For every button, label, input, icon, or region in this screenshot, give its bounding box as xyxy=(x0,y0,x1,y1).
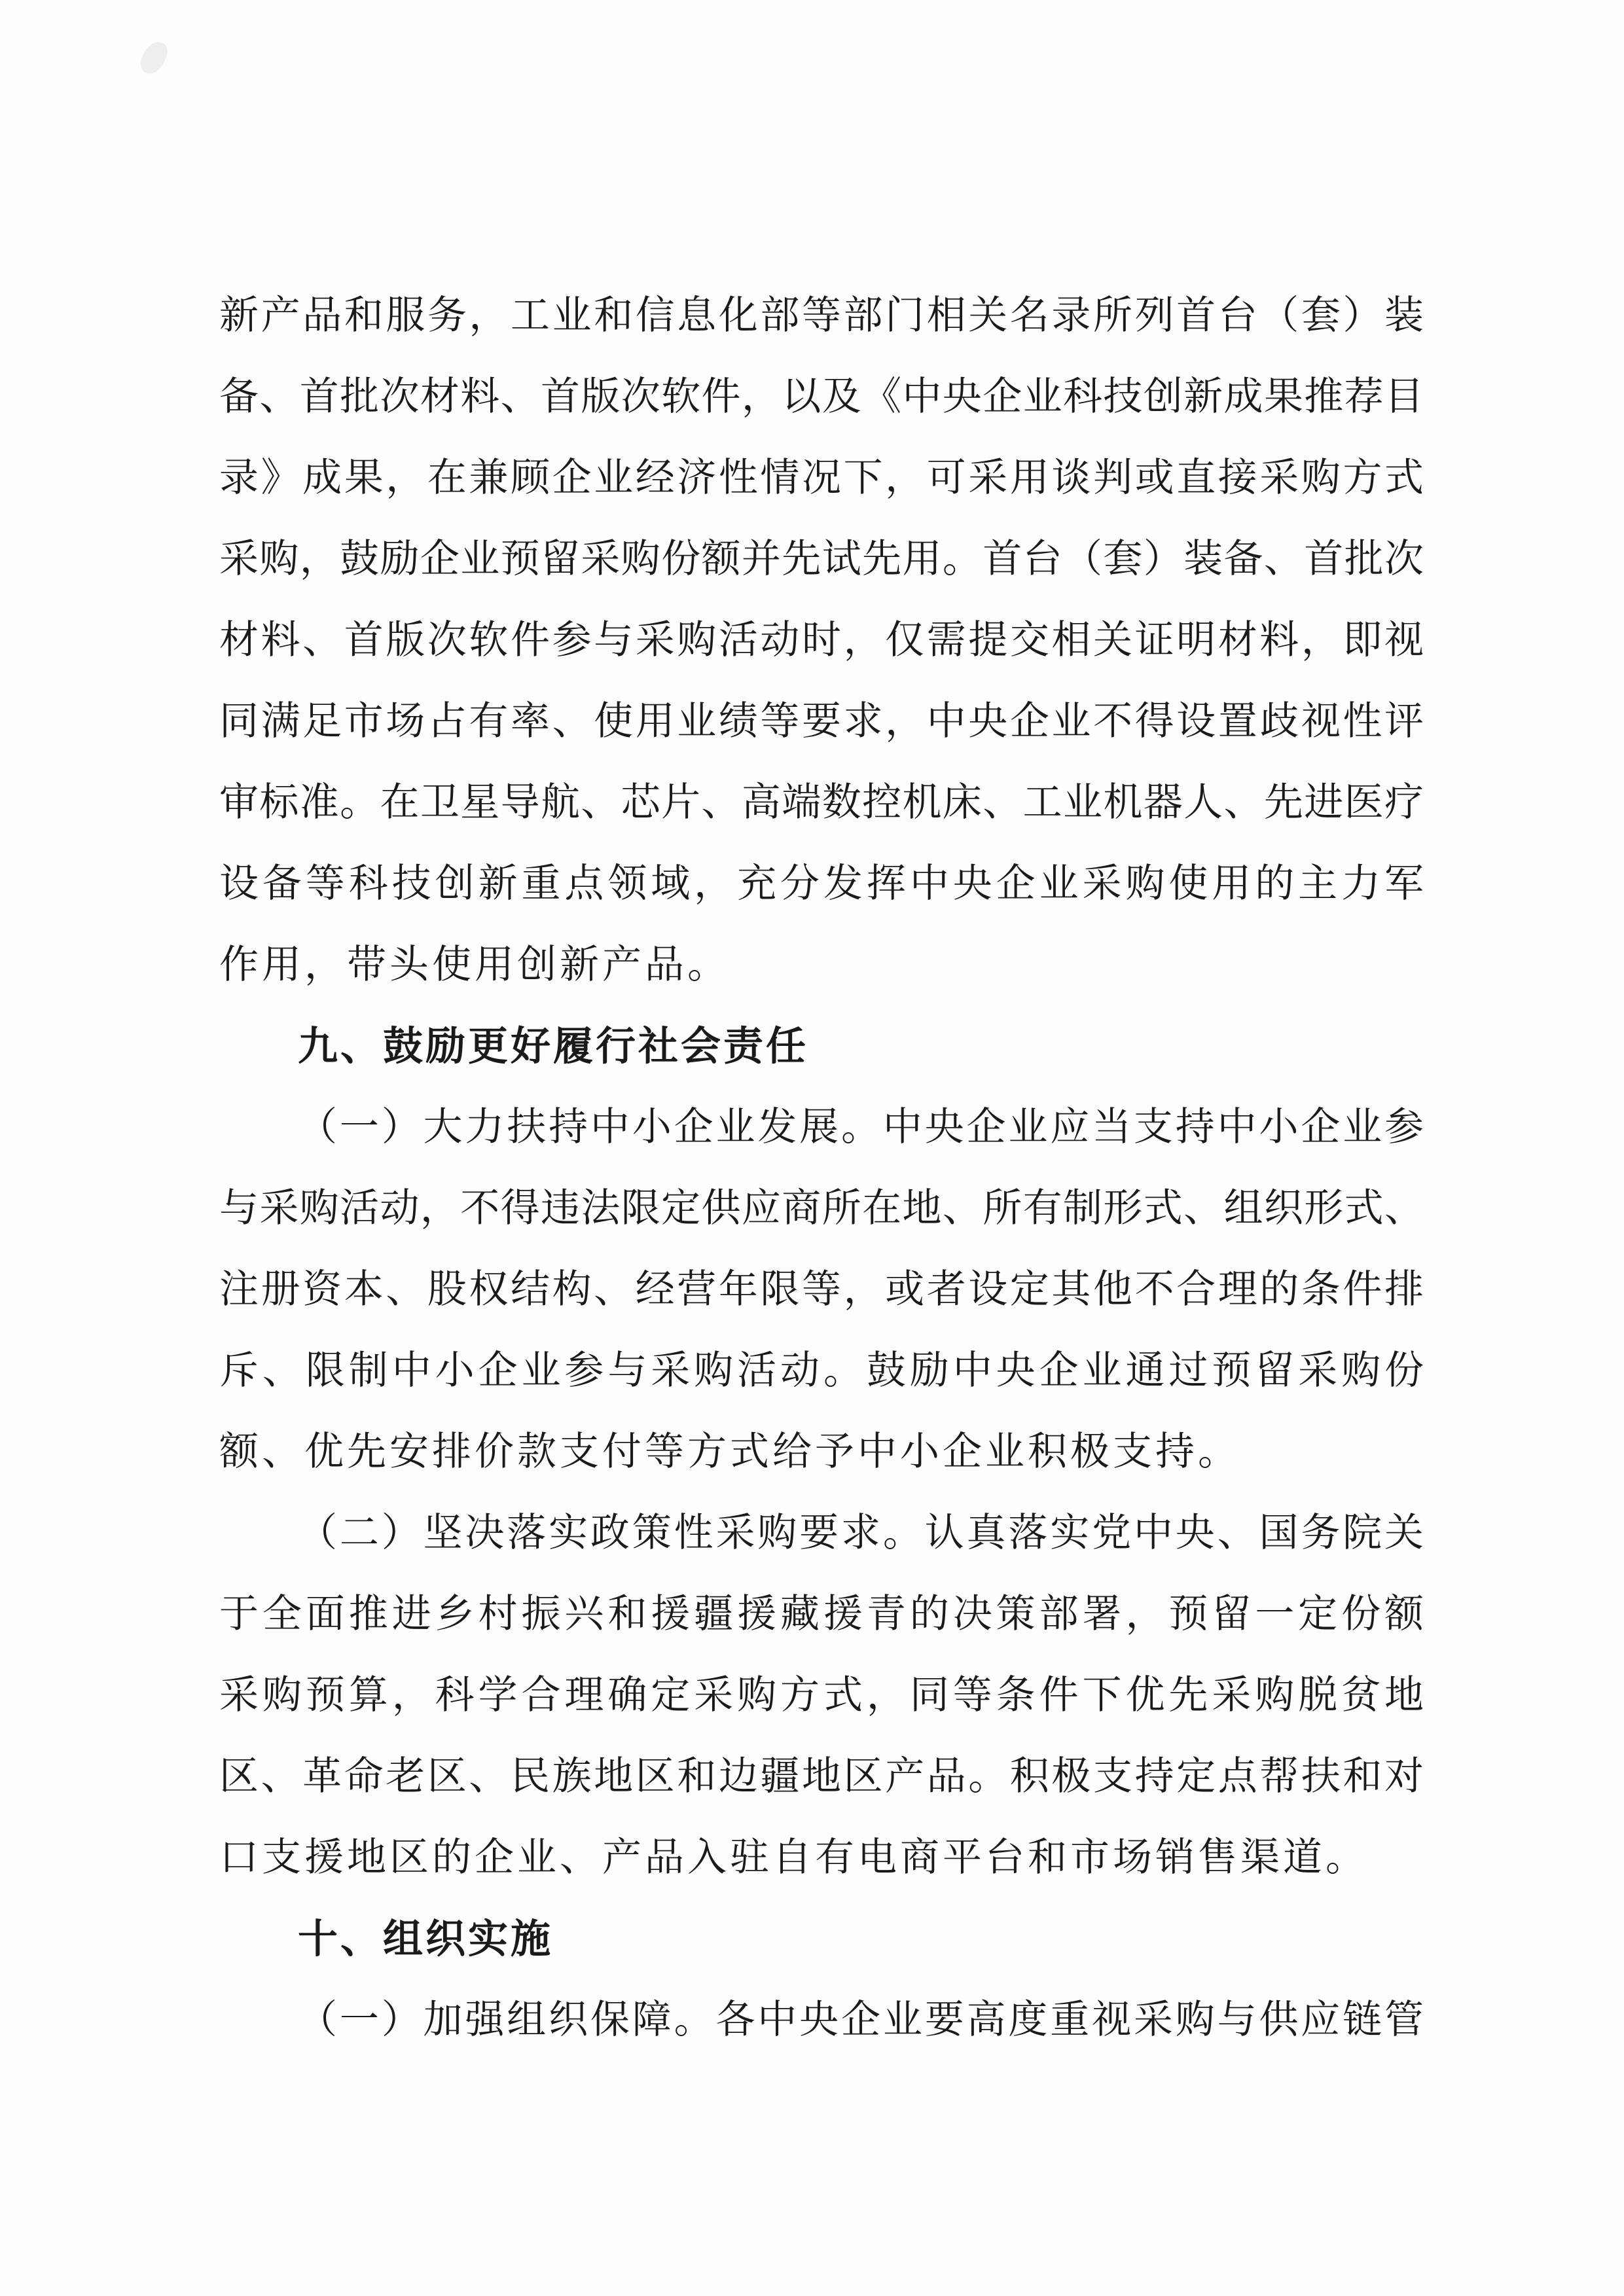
body-line: 注册资本、股权结构、经营年限等，或者设定其他不合理的条件排 xyxy=(219,1268,1424,1311)
body-line: 备、首批次材料、首版次软件，以及《中央企业科技创新成果推荐目 xyxy=(219,375,1424,418)
body-line: 额、优先安排价款支付等方式给予中小企业积极支持。 xyxy=(219,1430,1240,1473)
body-line: 录》成果，在兼顾企业经济性情况下，可采用谈判或直接采购方式 xyxy=(219,456,1424,499)
body-line: 采购预算，科学合理确定采购方式，同等条件下优先采购脱贫地 xyxy=(219,1674,1424,1717)
body-line: 材料、首版次软件参与采购活动时，仅需提交相关证明材料，即视 xyxy=(219,619,1424,662)
body-line: 与采购活动，不得违法限定供应商所在地、所有制形式、组织形式、 xyxy=(219,1187,1424,1230)
body-line: 审标准。在卫星导航、芯片、高端数控机床、工业机器人、先进医疗 xyxy=(219,781,1424,824)
section-heading-ten: 十、组织实施 xyxy=(298,1916,554,1961)
body-line: 作用，带头使用创新产品。 xyxy=(219,943,730,986)
body-line: 斥、限制中小企业参与采购活动。鼓励中央企业通过预留采购份 xyxy=(219,1349,1424,1392)
document-body xyxy=(219,275,1424,2060)
body-line: 设备等科技创新重点领域，充分发挥中央企业采购使用的主力军 xyxy=(219,862,1424,905)
body-line: 同满足市场占有率、使用业绩等要求，中央企业不得设置歧视性评 xyxy=(219,700,1424,743)
body-line: （一）大力扶持中小企业发展。中央企业应当支持中小企业参 xyxy=(298,1105,1424,1149)
body-line: 区、革命老区、民族地区和边疆地区产品。积极支持定点帮扶和对 xyxy=(219,1755,1424,1798)
body-line: （一）加强组织保障。各中央企业要高度重视采购与供应链管 xyxy=(298,1998,1424,2041)
section-heading-nine: 九、鼓励更好履行社会责任 xyxy=(298,1024,809,1068)
body-line: 新产品和服务，工业和信息化部等部门相关名录所列首台（套）装 xyxy=(219,294,1424,337)
scan-smudge-artifact xyxy=(137,37,171,77)
body-line: （二）坚决落实政策性采购要求。认真落实党中央、国务院关 xyxy=(298,1511,1424,1554)
body-line: 于全面推进乡村振兴和援疆援藏援青的决策部署，预留一定份额 xyxy=(219,1592,1424,1636)
body-line: 口支援地区的企业、产品入驻自有电商平台和市场销售渠道。 xyxy=(219,1836,1368,1879)
body-line: 采购，鼓励企业预留采购份额并先试先用。首台（套）装备、首批次 xyxy=(219,537,1424,581)
